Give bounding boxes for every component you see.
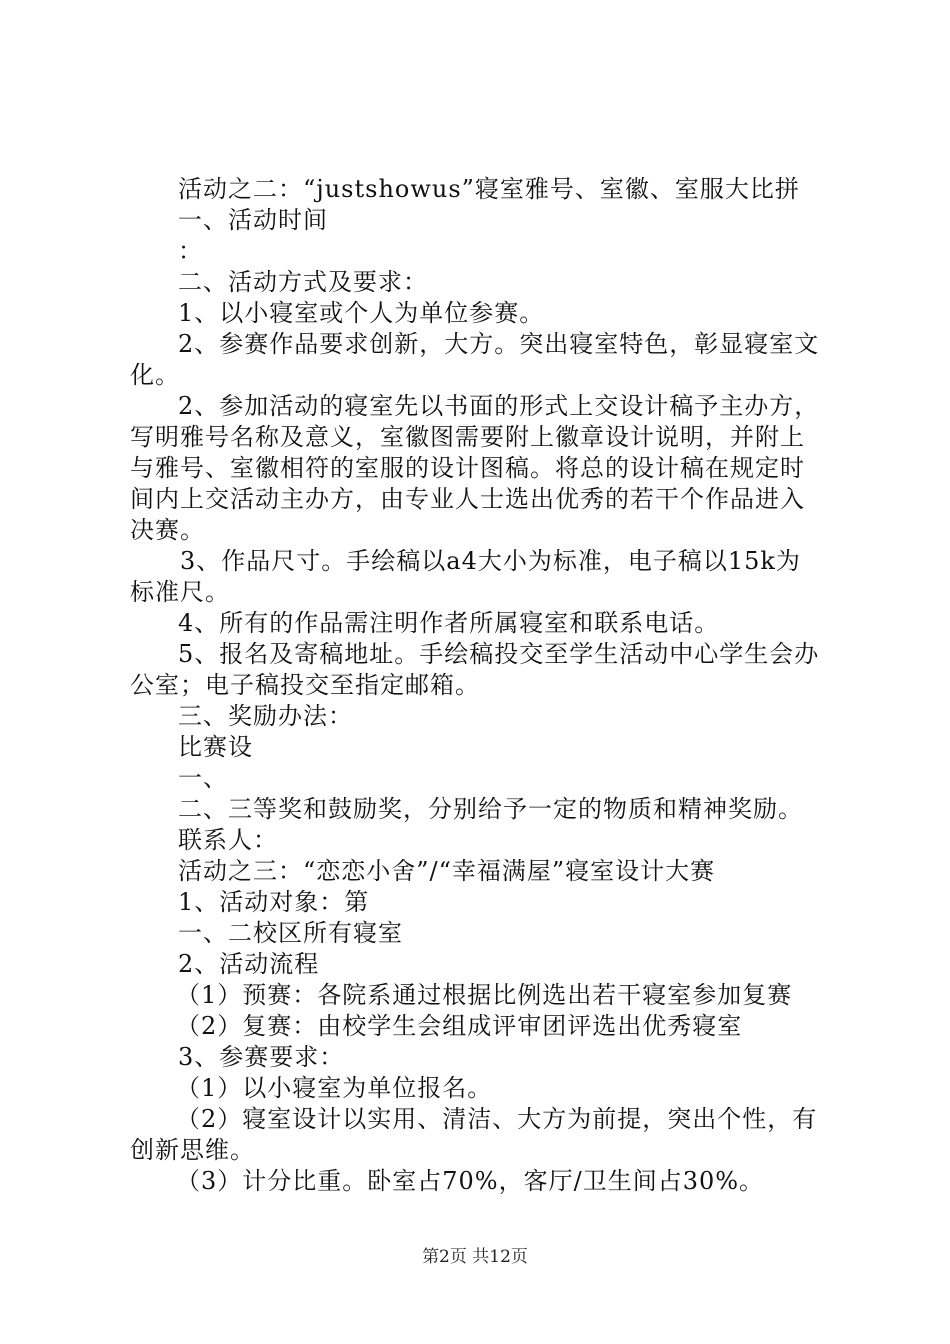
paragraph-line: 1、以小寝室或个人为单位参赛。 [178, 299, 545, 327]
paragraph-line: 标准尺。 [130, 578, 230, 606]
paragraph-line: 间内上交活动主办方，由专业人士选出优秀的若干个作品进入 [130, 485, 805, 513]
paragraph-line: 比赛设 [178, 733, 253, 761]
paragraph-line: （3）计分比重。卧室占70%，客厅/卫生间占30%。 [176, 1167, 765, 1195]
activity-three-title: 活动之三：“恋恋小舍”/“幸福满屋”寝室设计大赛 [178, 857, 716, 885]
paragraph-line: 1、活动对象：第 [178, 888, 370, 916]
paragraph-line: 创新思维。 [130, 1136, 255, 1164]
paragraph-line: 写明雅号名称及意义，室徽图需要附上徽章设计说明，并附上 [130, 423, 805, 451]
paragraph-line: 2、活动流程 [178, 950, 320, 978]
activity-two-title: 活动之二：“justshowus”寝室雅号、室徽、室服大比拼 [178, 175, 800, 203]
paragraph-line: 与雅号、室徽相符的室服的设计图稿。将总的设计稿在规定时 [130, 454, 805, 482]
document-body [130, 174, 830, 1197]
paragraph-line: 公室；电子稿投交至指定邮箱。 [130, 671, 480, 699]
paragraph-line: （2）复赛：由校学生会组成评审团评选出优秀寝室 [176, 1012, 743, 1040]
contact-label: 联系人： [178, 826, 278, 854]
paragraph-line: 决赛。 [130, 516, 205, 544]
paragraph-line: （2）寝室设计以实用、清洁、大方为前提，突出个性，有 [176, 1105, 818, 1133]
section-heading-time: 一、活动时间 [178, 206, 328, 234]
paragraph-line: 一、 [178, 764, 228, 792]
paragraph-line: （1）预赛：各院系通过根据比例选出若干寝室参加复赛 [176, 981, 793, 1009]
page-number-footer: 第2页 共12页 [422, 1247, 528, 1267]
paragraph-line: 4、所有的作品需注明作者所属寝室和联系电话。 [178, 609, 720, 637]
paragraph-line: 一、二校区所有寝室 [178, 919, 403, 947]
paragraph-line: 二、三等奖和鼓励奖，分别给予一定的物质和精神奖励。 [178, 795, 803, 823]
paragraph-line: 2、参赛作品要求创新，大方。突出寝室特色，彰显寝室文 [178, 330, 820, 358]
section-heading-awards: 三、奖励办法： [178, 702, 353, 730]
section-heading-method: 二、活动方式及要求： [178, 268, 428, 296]
paragraph-line: 2、参加活动的寝室先以书面的形式上交设计稿予主办方， [178, 392, 820, 420]
paragraph-line: 3、参赛要求： [178, 1043, 345, 1071]
time-colon: ： [178, 237, 203, 265]
paragraph-line: 5、报名及寄稿地址。手绘稿投交至学生活动中心学生会办 [178, 640, 820, 668]
paragraph-line: 化。 [130, 361, 180, 389]
paragraph-line: 3、作品尺寸。手绘稿以a4大小为标准，电子稿以15k为 [180, 547, 801, 575]
paragraph-line: （1）以小寝室为单位报名。 [176, 1074, 493, 1102]
